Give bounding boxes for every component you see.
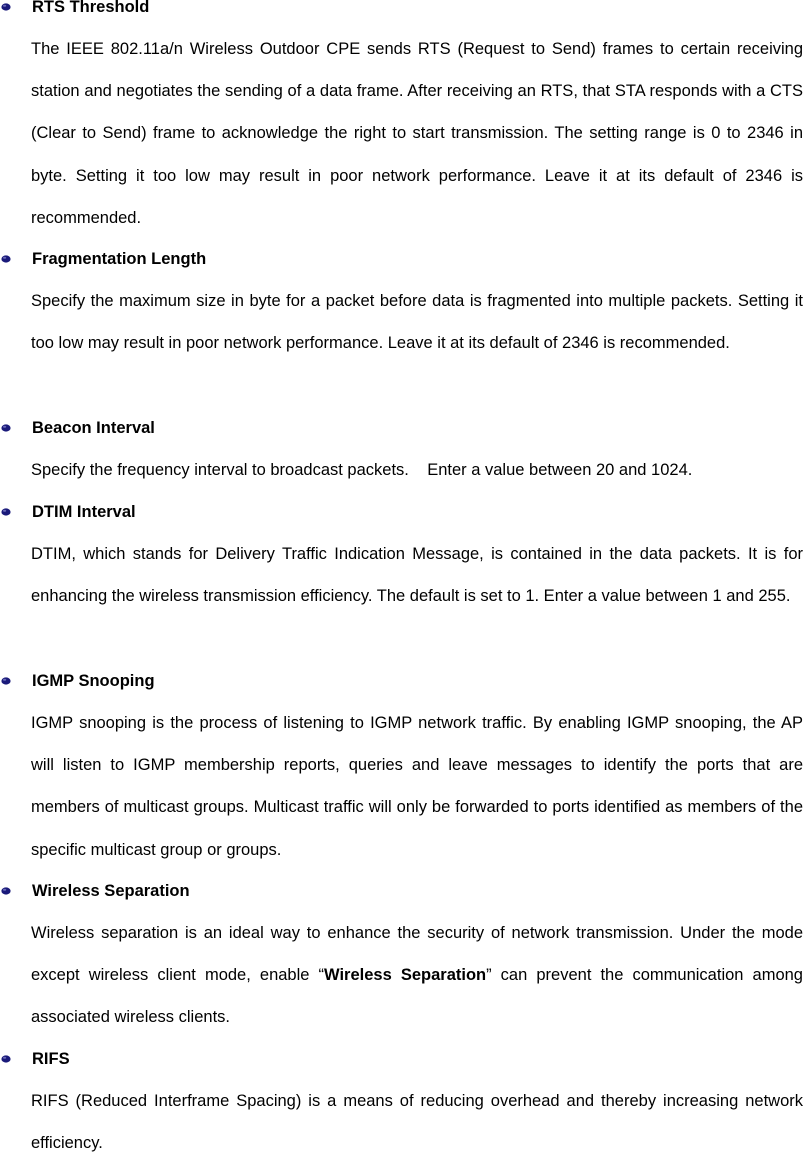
section-heading <box>0 502 804 522</box>
paragraph-text: ” can prevent the communication among associated wireless clients. <box>31 966 803 1027</box>
section-paragraph: Specify the maximum size in byte for a packet before data is fragmented into multiple packets. Setting it too low may result in poor network performance. Leave it at its default of 2346 is recommended. <box>31 292 803 353</box>
bullet-icon <box>1 255 11 263</box>
section-rts-threshold <box>0 0 804 239</box>
section-title: IGMP Snooping <box>32 672 155 690</box>
section-paragraph: IGMP snooping is the process of listening to IGMP network traffic. By enabling IGMP snooping, the AP will listen to IGMP membership reports, queries and leave messages to identify the ports that are members of multicast groups. Multicast traffic will only be forwarded to ports identified as members of the specific multicast group or groups. <box>31 714 803 859</box>
section-rifs <box>0 1049 804 1164</box>
bullet-icon <box>1 3 11 11</box>
section-paragraph: RIFS (Reduced Interframe Spacing) is a means of reducing overhead and thereby increasing network efficiency. <box>31 1092 803 1153</box>
paragraph-text: Wireless separation is an ideal way to enhance the security of network transmission. Under the mode except wireless client mode, enable “ <box>31 924 803 985</box>
section-paragraph <box>31 912 803 1039</box>
bullet-icon <box>1 1055 11 1063</box>
section-title: Beacon Interval <box>32 419 155 437</box>
section-paragraph: Specify the frequency interval to broadcast packets. Enter a value between 20 and 1024. <box>31 461 693 479</box>
bullet-icon <box>1 508 11 516</box>
section-igmp-snooping <box>0 671 804 871</box>
section-dtim-interval <box>0 502 804 617</box>
section-paragraph: DTIM, which stands for Delivery Traffic Indication Message, is contained in the data packets. It is for enhancing the wireless transmission efficiency. The default is set to 1. Enter a value between 1 and 255. <box>31 545 803 606</box>
section-heading <box>0 249 804 269</box>
section-beacon-interval <box>0 418 804 491</box>
bullet-icon <box>1 677 11 685</box>
section-title: RIFS <box>32 1050 70 1068</box>
bullet-icon <box>1 424 11 432</box>
section-title: RTS Threshold <box>32 0 150 16</box>
bullet-icon <box>1 887 11 895</box>
section-fragmentation-length <box>0 249 804 364</box>
section-title: DTIM Interval <box>32 503 136 521</box>
section-heading <box>0 1049 804 1069</box>
section-heading <box>0 0 804 17</box>
section-paragraph: The IEEE 802.11a/n Wireless Outdoor CPE sends RTS (Request to Send) frames to certain receiving station and negotiates the sending of a data frame. After receiving an RTS, that STA responds with a CTS (Clear to Send) frame to acknowledge the right to start transmission. The setting range is 0 to 2346 in byte. Setting it too low may result in poor network performance. Leave it at its default of 2346 is recommended. <box>31 40 803 227</box>
emphasis-text: Wireless Separation <box>324 966 487 985</box>
section-heading <box>0 881 804 901</box>
section-heading <box>0 671 804 691</box>
section-title: Wireless Separation <box>32 882 190 900</box>
section-title: Fragmentation Length <box>32 250 207 268</box>
section-heading <box>0 418 804 438</box>
section-wireless-separation <box>0 881 804 1039</box>
